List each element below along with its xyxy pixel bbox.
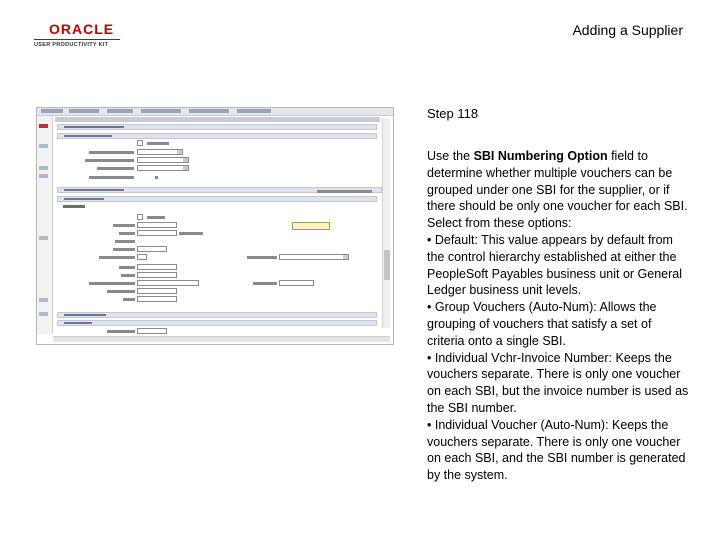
upk-subtitle: USER PRODUCTIVITY KIT: [34, 42, 109, 48]
iban-check-input[interactable]: [137, 296, 177, 302]
bank-id-input[interactable]: [137, 230, 177, 236]
option-individual-voucher: • Individual Voucher (Auto-Num): Keeps the vouchers separate. There is only one voucher on each SBI, and the SBI number is generated by the system.: [427, 417, 686, 483]
bank-country-input[interactable]: [137, 222, 177, 228]
sbi-approval-dropdown[interactable]: [137, 149, 183, 155]
sbi-numbering-section: [57, 133, 377, 139]
account-type-dropdown[interactable]: [279, 254, 349, 260]
sbi-checkbox[interactable]: [137, 140, 143, 146]
oracle-wordmark: ORACLE: [49, 21, 115, 37]
step-instructions: [427, 148, 689, 484]
payables-options-section: [57, 124, 377, 130]
sbi-prefix-dropdown[interactable]: [137, 165, 189, 171]
vertical-scrollbar[interactable]: [382, 118, 390, 328]
routing-button[interactable]: [292, 222, 330, 230]
session-types-section: [57, 320, 377, 326]
beneficiary-input[interactable]: [137, 280, 199, 286]
peoplesoft-screenshot: [36, 107, 394, 345]
instruction-lead: Use the: [427, 149, 474, 163]
option-default: • Default: This value appears by default from the control hierarchy established at either the PeopleSoft Payables business unit or General Ledger business unit levels.: [427, 232, 683, 298]
page-title: Adding a Supplier: [572, 22, 683, 38]
dfi-id-input[interactable]: [137, 272, 177, 278]
option-group-vouchers: • Group Vouchers (Auto-Num): Allows the grouping of vouchers that satisfy a set of criteria onto a single SBI.: [427, 300, 657, 348]
left-navigation-rail: [37, 116, 53, 334]
option-individual-vchr-invoice: • Individual Vchr-Invoice Number: Keeps the vouchers separate. There is only one voucher on each SBI, but the invoice number is used as the SBI number.: [427, 350, 689, 415]
logo-rule: [34, 39, 120, 40]
account-number-input[interactable]: [137, 254, 147, 260]
iban-input[interactable]: [137, 264, 177, 270]
bank-account-subsection: [57, 196, 377, 202]
horizontal-scrollbar[interactable]: [53, 336, 390, 342]
oracle-upk-logo: [34, 22, 134, 48]
instruction-field-name: SBI Numbering Option: [473, 149, 608, 163]
supplier-type-options-section: [57, 312, 377, 318]
bank-name-input[interactable]: [137, 246, 167, 252]
instruction-intro: field to determine whether multiple vouchers can be grouped under one SBI for the supplier, or if there should be only one voucher for each SBI. Select from these options:: [427, 149, 688, 231]
step-title: Step 118: [427, 106, 479, 121]
description-input[interactable]: [137, 288, 177, 294]
payables-options-header: [55, 117, 380, 122]
scrollbar-thumb[interactable]: [384, 250, 390, 280]
breadcrumb-bar: [37, 108, 393, 116]
default-checkbox[interactable]: [137, 214, 143, 220]
check-digit-input[interactable]: [279, 280, 314, 286]
default-value-input[interactable]: [137, 328, 167, 334]
sbi-numbering-option-dropdown[interactable]: [137, 157, 189, 163]
